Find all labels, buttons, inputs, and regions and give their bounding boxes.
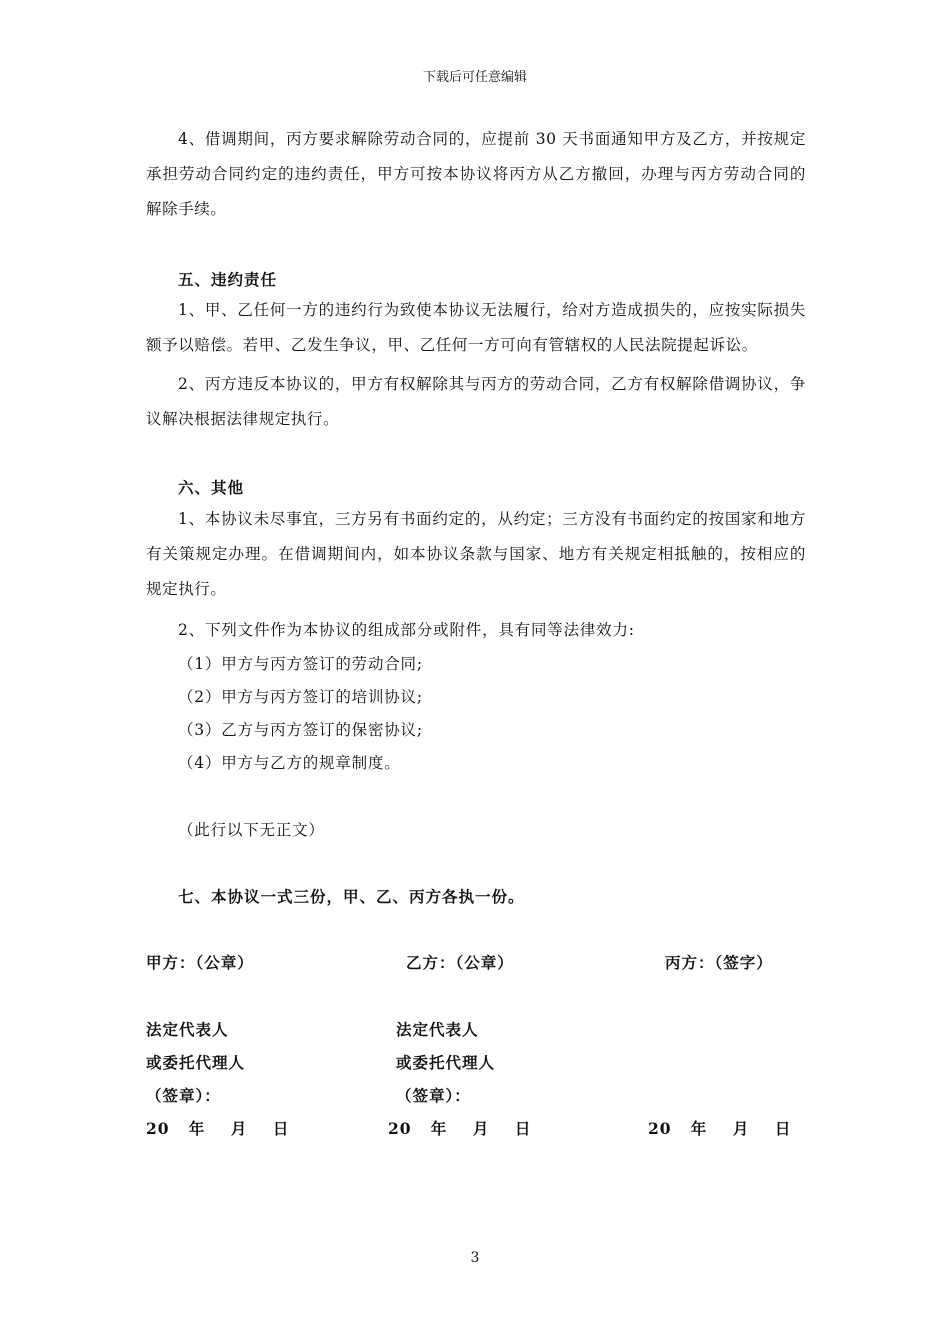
party-a-label: 甲方：（公章） bbox=[146, 953, 254, 972]
attachment-item: （4）甲方与乙方的规章制度。 bbox=[178, 754, 401, 772]
section-6-para-1: 1、本协议未尽事宜，三方另有书面约定的，从约定；三方没有书面约定的按国家和地方有关策规定办理。在借调期间内，如本协议条款与国家、地方有关规定相抵触的，按相应的规定执行。 bbox=[146, 510, 806, 598]
party-b-date: 20 年 月 日 bbox=[388, 1119, 532, 1138]
page-header: 下载后可任意编辑 bbox=[422, 70, 527, 85]
page-number: 3 bbox=[470, 1250, 480, 1266]
section-5-para-2: 2、丙方违反本协议的，甲方有权解除其与丙方的劳动合同，乙方有权解除借调协议，争议解决根据法律规定执行。 bbox=[146, 375, 806, 428]
party-b-seal: （签章）： bbox=[396, 1086, 471, 1105]
party-c-date: 20 年 月 日 bbox=[648, 1119, 792, 1138]
party-a-date: 20 年 月 日 bbox=[146, 1119, 290, 1138]
party-a-agent: 或委托代理人 bbox=[146, 1053, 246, 1072]
section-6-para-2: 2、下列文件作为本协议的组成部分或附件，具有同等法律效力: bbox=[178, 621, 635, 639]
party-a-seal: （签章）： bbox=[146, 1086, 221, 1105]
section-6-title: 六、其他 bbox=[178, 478, 245, 497]
section-7: 七、本协议一式三份，甲、乙、丙方各执一份。 bbox=[178, 887, 525, 906]
attachment-item: （3）乙方与丙方签订的保密协议; bbox=[178, 721, 423, 739]
party-c-label: 丙方：（签字） bbox=[665, 953, 773, 972]
attachment-item: （2）甲方与丙方签订的培训协议; bbox=[178, 688, 423, 706]
party-b-agent: 或委托代理人 bbox=[396, 1053, 496, 1072]
party-a-representative: 法定代表人 bbox=[146, 1020, 229, 1039]
no-further-text-note: （此行以下无正文） bbox=[178, 821, 325, 839]
party-b-label: 乙方：（公章） bbox=[406, 953, 514, 972]
section-5-para-1: 1、甲、乙任何一方的违约行为致使本协议无法履行，给对方造成损失的，应按实际损失额予以赔偿。若甲、乙发生争议，甲、乙任何一方可向有管辖权的人民法院提起诉讼。 bbox=[146, 301, 806, 354]
clause-4: 4、借调期间，丙方要求解除劳动合同的，应提前 30 天书面通知甲方及乙方，并按规定承担劳动合同约定的违约责任，甲方可按本协议将丙方从乙方撤回，办理与丙方劳动合同的解除手续。 bbox=[146, 130, 806, 218]
party-b-representative: 法定代表人 bbox=[396, 1020, 479, 1039]
attachment-item: （1）甲方与丙方签订的劳动合同; bbox=[178, 655, 423, 673]
section-5-title: 五、违约责任 bbox=[178, 270, 278, 289]
